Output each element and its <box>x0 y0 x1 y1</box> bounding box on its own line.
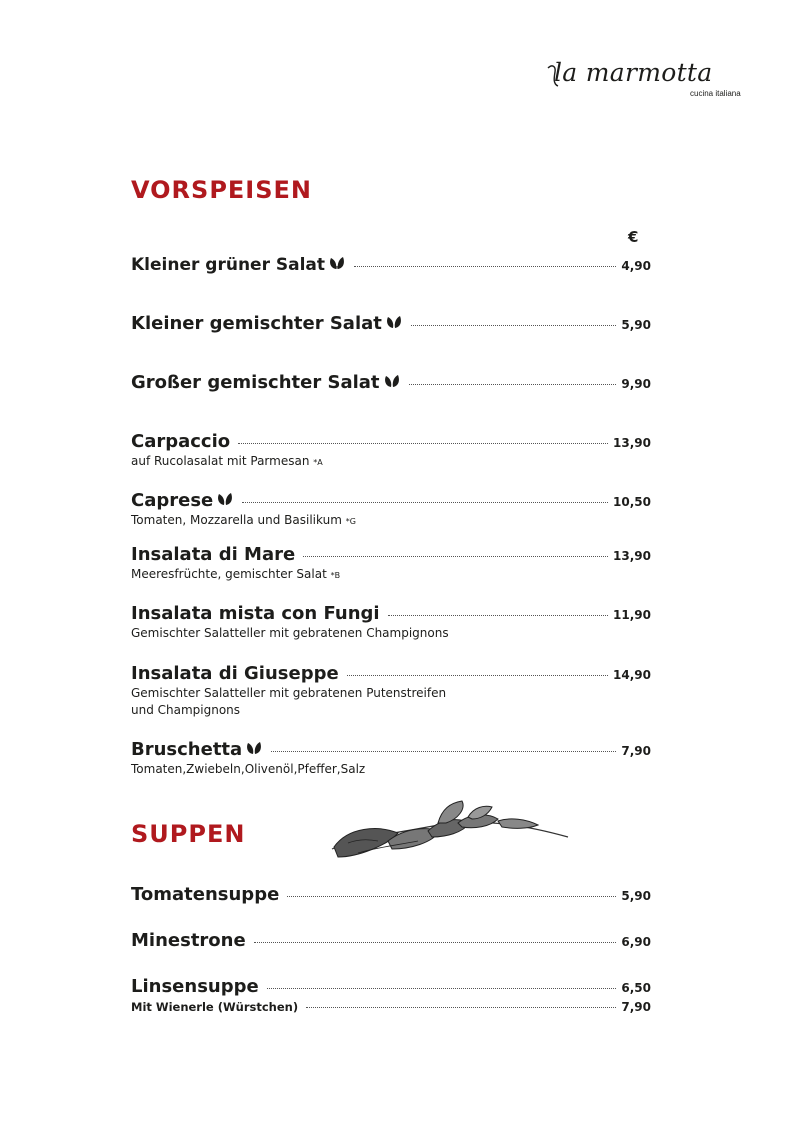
restaurant-logo <box>546 58 756 104</box>
vegetarian-leaf-icon <box>216 492 234 506</box>
menu-item <box>131 663 651 719</box>
vegetarian-leaf-icon <box>383 374 401 388</box>
item-description <box>131 566 651 584</box>
item-price: 6,90 <box>621 935 651 949</box>
dot-leader <box>411 325 617 326</box>
dot-leader <box>347 675 608 676</box>
item-description: Gemischter Salatteller mit gebratenen Putenstreifen <box>131 686 447 700</box>
item-name: Kleiner grüner Salat <box>131 255 326 275</box>
dot-leader <box>242 502 608 503</box>
vegetarian-leaf-icon <box>328 256 346 270</box>
item-name: Mit Wienerle (Würstchen) <box>131 1000 299 1014</box>
item-name: Carpaccio <box>131 431 231 452</box>
item-price: 11,90 <box>613 608 651 622</box>
dot-leader <box>287 896 616 897</box>
dot-leader <box>303 556 608 557</box>
dot-leader <box>388 615 608 616</box>
allergen-note: *G <box>345 517 356 526</box>
rosemary-herb-illustration <box>328 797 573 867</box>
menu-item-variant <box>131 1000 651 1014</box>
item-description <box>131 512 651 530</box>
item-name: Tomatensuppe <box>131 884 280 905</box>
item-description-text: auf Rucolasalat mit Parmesan <box>131 454 310 468</box>
vegetarian-leaf-icon <box>385 315 403 329</box>
item-price: 4,90 <box>621 259 651 273</box>
item-price: 5,90 <box>621 318 651 332</box>
item-price: 6,50 <box>621 981 651 995</box>
section-title-vorspeisen: VORSPEISEN <box>131 176 312 204</box>
allergen-note: *B <box>330 571 341 580</box>
item-price: 9,90 <box>621 377 651 391</box>
item-name: Caprese <box>131 490 214 511</box>
item-description-text: Meeresfrüchte, gemischter Salat <box>131 567 327 581</box>
dot-leader <box>306 1007 616 1008</box>
item-price: 7,90 <box>621 1000 651 1014</box>
menu-item <box>131 930 651 951</box>
menu-item <box>131 544 651 584</box>
item-description: Tomaten,Zwiebeln,Olivenöl,Pfeffer,Salz <box>131 762 366 776</box>
menu-item <box>131 372 651 393</box>
item-price: 13,90 <box>613 436 651 450</box>
item-name: Insalata di Mare <box>131 544 296 565</box>
dot-leader <box>238 443 608 444</box>
item-name: Großer gemischter Salat <box>131 372 380 393</box>
item-price: 14,90 <box>613 668 651 682</box>
item-description <box>131 453 651 471</box>
menu-item <box>131 976 651 997</box>
item-price: 7,90 <box>621 744 651 758</box>
item-name: Kleiner gemischter Salat <box>131 313 382 334</box>
menu-item <box>131 313 651 334</box>
menu-item <box>131 255 651 275</box>
dot-leader <box>267 988 617 989</box>
item-name: Insalata mista con Fungi <box>131 603 380 624</box>
item-name: Bruschetta <box>131 739 243 760</box>
menu-item <box>131 490 651 530</box>
menu-item <box>131 884 651 905</box>
menu-item <box>131 739 651 778</box>
dot-leader <box>409 384 617 385</box>
dot-leader <box>254 942 617 943</box>
item-name: Linsensuppe <box>131 976 259 997</box>
item-description: Gemischter Salatteller mit gebratenen Champignons <box>131 626 449 640</box>
currency-symbol: € <box>628 228 639 246</box>
logo-name: la marmotta <box>554 58 713 87</box>
dot-leader <box>354 266 616 267</box>
item-description-continued: und Champignons <box>131 703 241 717</box>
allergen-note: *A <box>313 458 323 467</box>
menu-item <box>131 431 651 471</box>
item-name: Minestrone <box>131 930 246 951</box>
dot-leader <box>271 751 616 752</box>
item-price: 5,90 <box>621 889 651 903</box>
item-price: 10,50 <box>613 495 651 509</box>
menu-item <box>131 603 651 642</box>
vegetarian-leaf-icon <box>245 741 263 755</box>
item-price: 13,90 <box>613 549 651 563</box>
item-description-text: Tomaten, Mozzarella und Basilikum <box>131 513 342 527</box>
logo-tagline: cucina italiana <box>690 89 741 98</box>
section-title-suppen: SUPPEN <box>131 820 246 848</box>
item-name: Insalata di Giuseppe <box>131 663 339 684</box>
